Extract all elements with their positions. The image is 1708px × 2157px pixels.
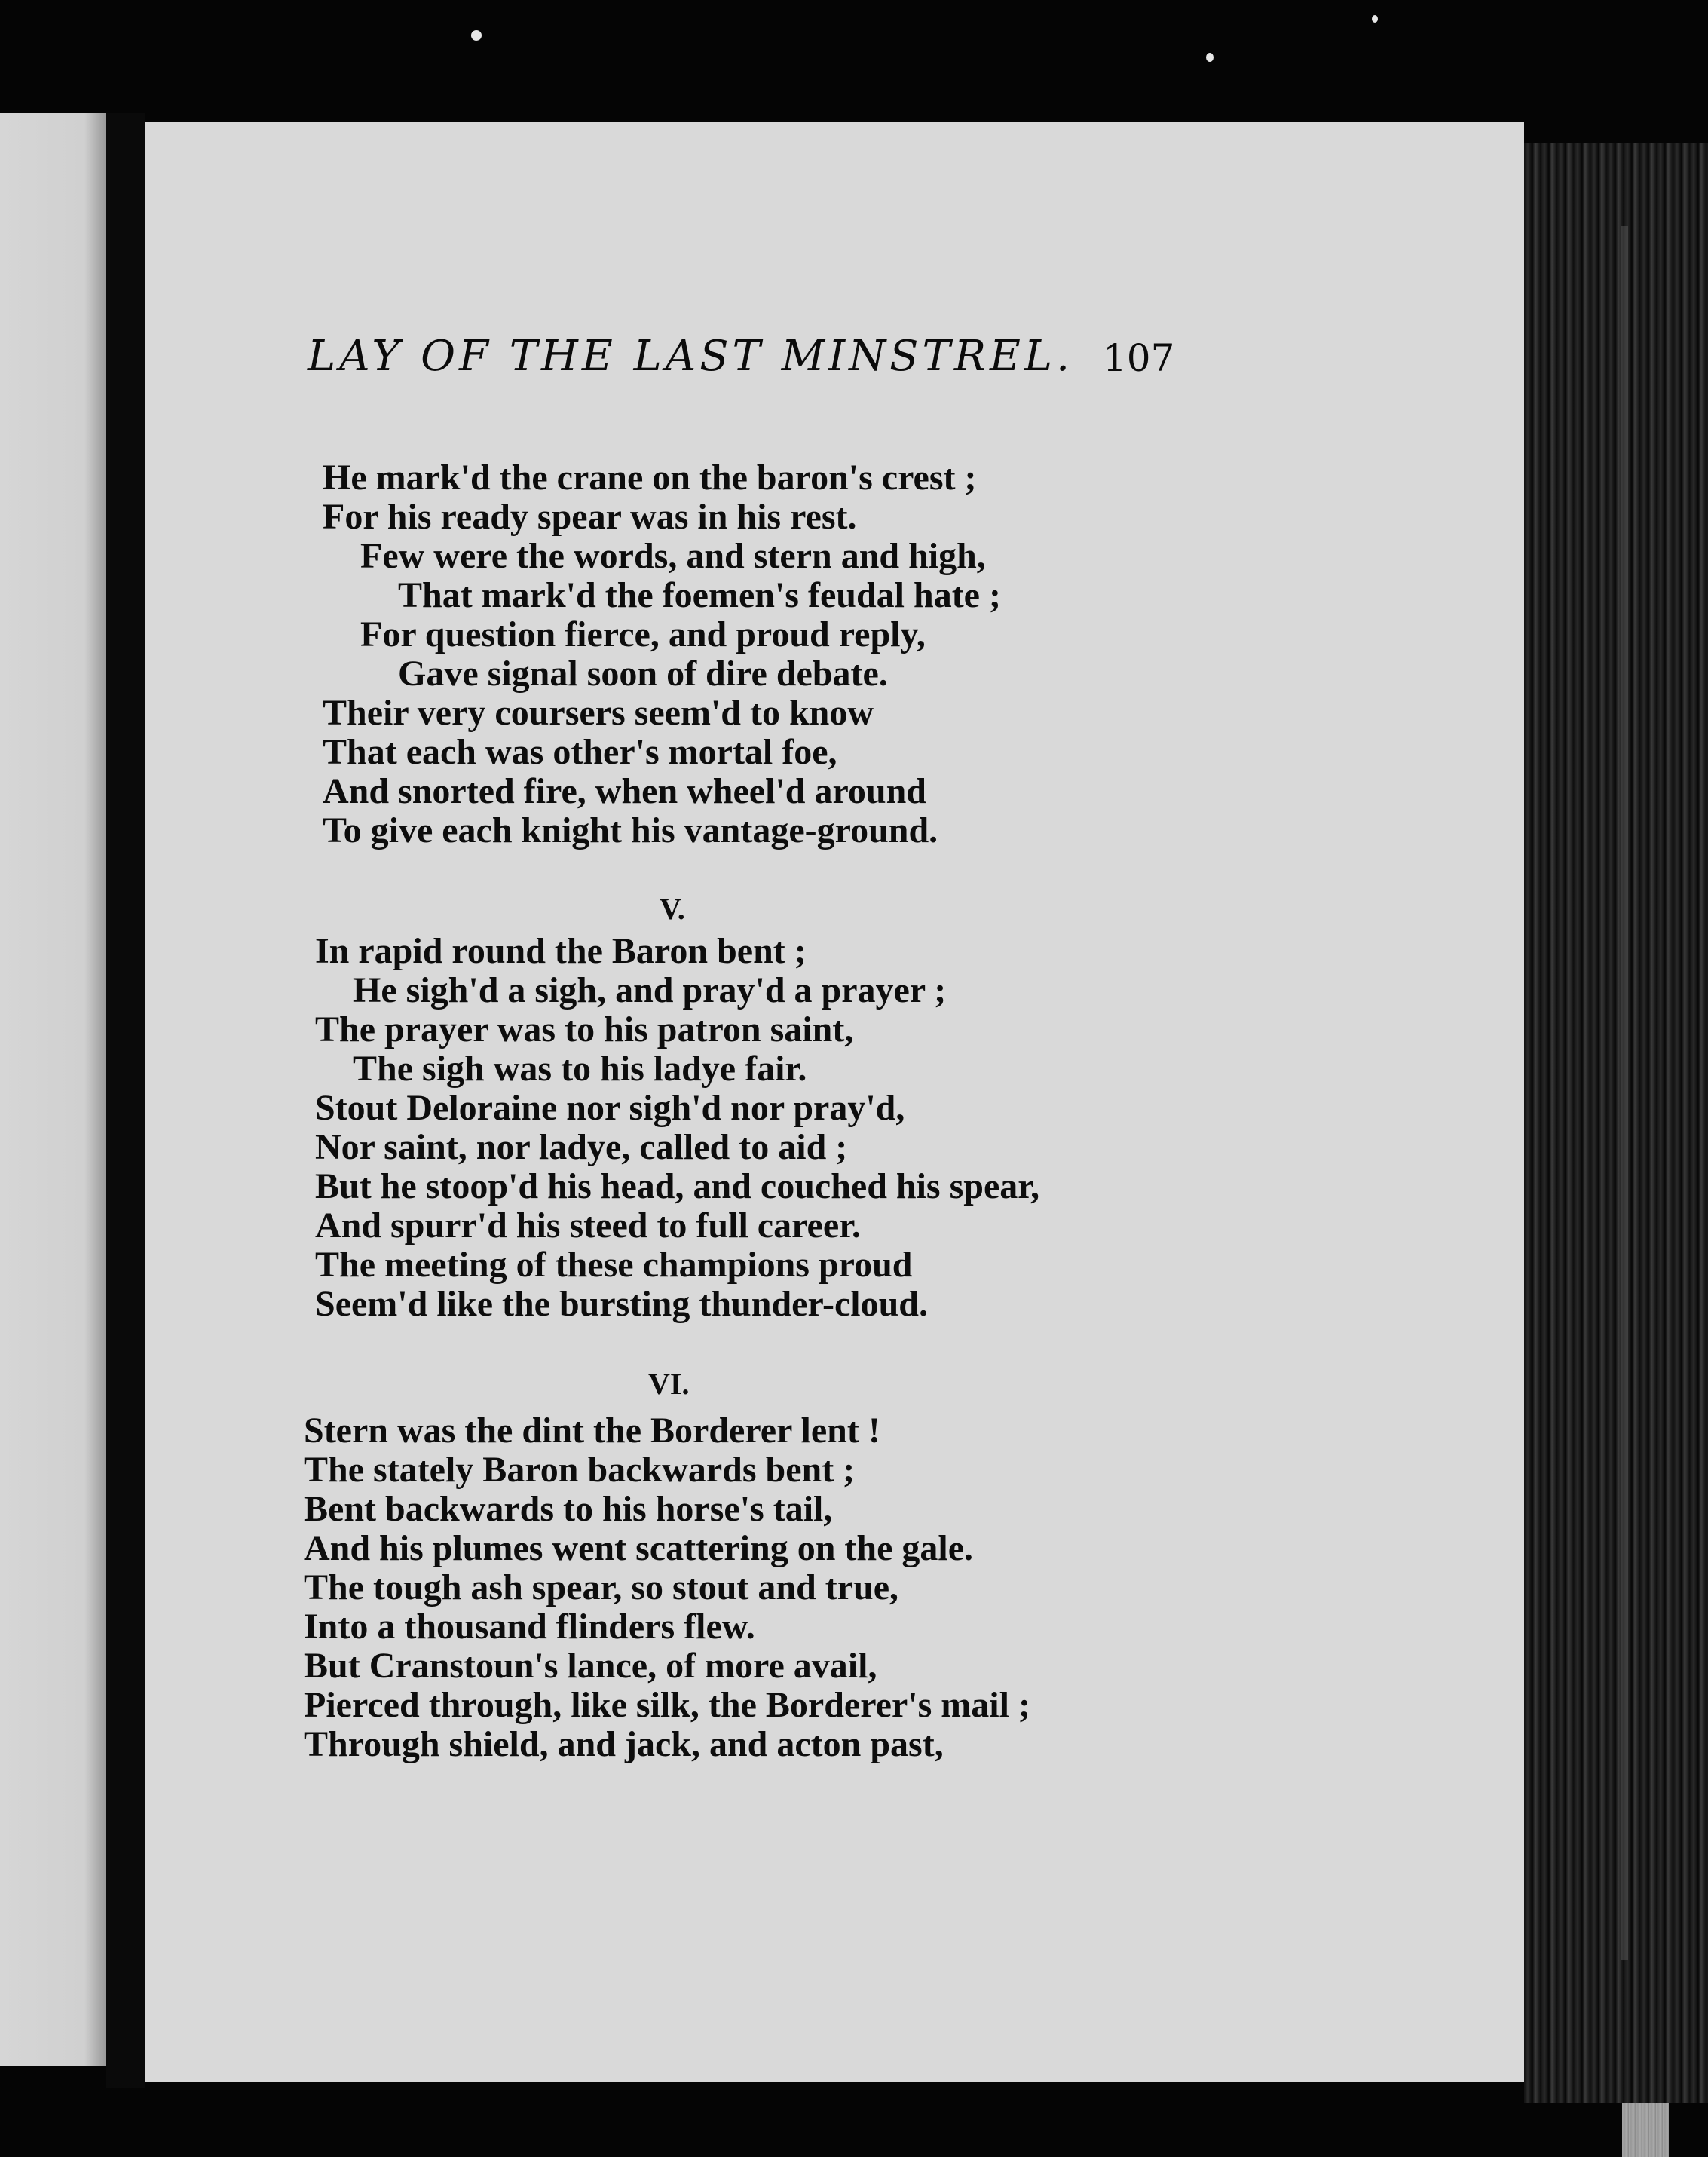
verse-line: And his plumes went scattering on the gale. <box>304 1528 974 1568</box>
verse-line: He mark'd the crane on the baron's crest ; <box>323 458 977 498</box>
verse-line: But he stoop'd his head, and couched his spear, <box>315 1166 1040 1206</box>
running-head: LAY OF THE LAST MINSTREL. <box>308 332 1073 381</box>
verse-line: Gave signal soon of dire debate. <box>398 654 888 694</box>
book-fore-edge <box>1524 143 1708 2103</box>
verse-line: Into a thousand flinders flew. <box>304 1607 755 1647</box>
page-number: 107 <box>1103 336 1175 380</box>
verse-line: And spurr'd his steed to full career. <box>315 1206 862 1245</box>
stanza-number: VI. <box>648 1367 690 1401</box>
verse-line: In rapid round the Baron bent ; <box>315 931 807 971</box>
dust-speck <box>471 30 482 41</box>
verse-line: The stately Baron backwards bent ; <box>304 1450 856 1490</box>
verse-line: Their very coursers seem'd to know <box>323 693 874 733</box>
verse-line: The prayer was to his patron saint, <box>315 1010 854 1049</box>
verse-line: Through shield, and jack, and acton past, <box>304 1724 944 1764</box>
verse-line: And snorted fire, when wheel'd around <box>323 771 926 811</box>
fore-edge-highlight <box>1621 226 1628 1960</box>
facing-page-edge <box>0 113 106 2066</box>
book-gutter <box>106 113 145 2088</box>
verse-line: The sigh was to his ladye fair. <box>353 1049 807 1089</box>
stanza-iv-continued <box>323 458 1227 850</box>
verse-line: That each was other's mortal foe, <box>323 732 837 772</box>
verse-line: Stout Deloraine nor sigh'd nor pray'd, <box>315 1088 905 1128</box>
verse-line: To give each knight his vantage-ground. <box>323 810 938 850</box>
verse-line: The tough ash spear, so stout and true, <box>304 1567 899 1607</box>
verse-line: For question fierce, and proud reply, <box>360 614 926 654</box>
verse-line: For his ready spear was in his rest. <box>323 497 857 537</box>
verse-line: He sigh'd a sigh, and pray'd a prayer ; <box>353 970 947 1010</box>
verse-line: Stern was the dint the Borderer lent ! <box>304 1411 880 1451</box>
verse-line: Few were the words, and stern and high, <box>360 536 986 576</box>
verse-line: That mark'd the foemen's feudal hate ; <box>398 575 1001 615</box>
stanza-v <box>315 932 1220 1324</box>
page-header <box>308 332 1174 392</box>
verse-line: But Cranstoun's lance, of more avail, <box>304 1646 877 1686</box>
verse-line: Nor saint, nor ladye, called to aid ; <box>315 1127 848 1167</box>
verse-line: Seem'd like the bursting thunder-cloud. <box>315 1284 928 1324</box>
verse-line: Pierced through, like silk, the Borderer's mail ; <box>304 1685 1030 1725</box>
stanza-number: V. <box>660 892 685 926</box>
verse-line: The meeting of these champions proud <box>315 1245 913 1285</box>
verse-line: Bent backwards to his horse's tail, <box>304 1489 833 1529</box>
dust-speck <box>1206 53 1214 62</box>
dust-speck <box>1372 15 1378 23</box>
stanza-vi <box>304 1411 1208 1764</box>
